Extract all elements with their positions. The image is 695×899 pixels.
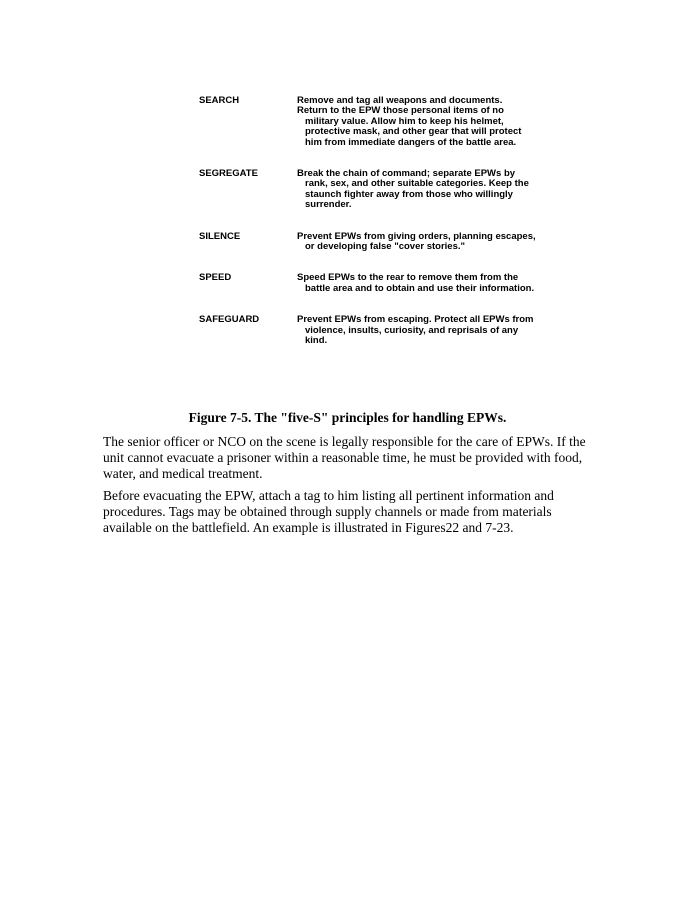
definition-silence (297, 232, 539, 253)
five-s-figure (199, 96, 539, 368)
figure-caption: Figure 7-5. The "five-S" principles for handling EPWs. (188, 410, 507, 425)
definition-search (297, 96, 539, 148)
definition-paragraph: Speed EPWs to the rear to remove them from the battle area and to obtain and use their information. (297, 272, 535, 294)
definition-paragraph: Return to the EPW those personal items of no military value. Allow him to keep his helmet, protective mask, and other gear that will protect him from immediate dangers of the battle area. (297, 105, 522, 148)
body-paragraph: The senior officer or NCO on the scene is legally responsible for the care of EPWs. If the unit cannot evacuate a prisoner within a reasonable time, he must be provided with food, water, and medical treatment. (103, 434, 586, 481)
term-safeguard: SAFEGUARD (199, 314, 260, 326)
figure-row-segregate (199, 169, 539, 211)
figure-row-silence (199, 232, 539, 253)
figure-row-search (199, 96, 539, 148)
term-search: SEARCH (199, 95, 240, 106)
body-paragraph: Before evacuating the EPW, attach a tag to him listing all pertinent information and procedures. Tags may be obtained through supply channels or made from materials available on the battlefield. An example is illustrated in Figures22 and 7-23. (103, 488, 554, 535)
term-silence: SILENCE (199, 230, 241, 242)
definition-paragraph: Break the chain of command; separate EPWs by rank, sex, and other suitable categories. Keep the staunch fighter away from those who willingly surrender. (297, 168, 529, 211)
definition-speed (297, 273, 539, 294)
definition-paragraph: Prevent EPWs from escaping. Protect all EPWs from violence, insults, curiosity, and reprisals of any kind. (297, 314, 534, 347)
figure-row-speed (199, 273, 539, 294)
term-speed: SPEED (199, 272, 232, 284)
definition-paragraph: Remove and tag all weapons and documents. (297, 95, 503, 106)
definition-safeguard (297, 315, 539, 346)
definition-paragraph: Prevent EPWs from giving orders, planning escapes, or developing false "cover stories." (297, 230, 536, 253)
definition-segregate (297, 169, 539, 211)
figure-row-safeguard (199, 315, 539, 346)
term-segregate: SEGREGATE (199, 168, 258, 180)
